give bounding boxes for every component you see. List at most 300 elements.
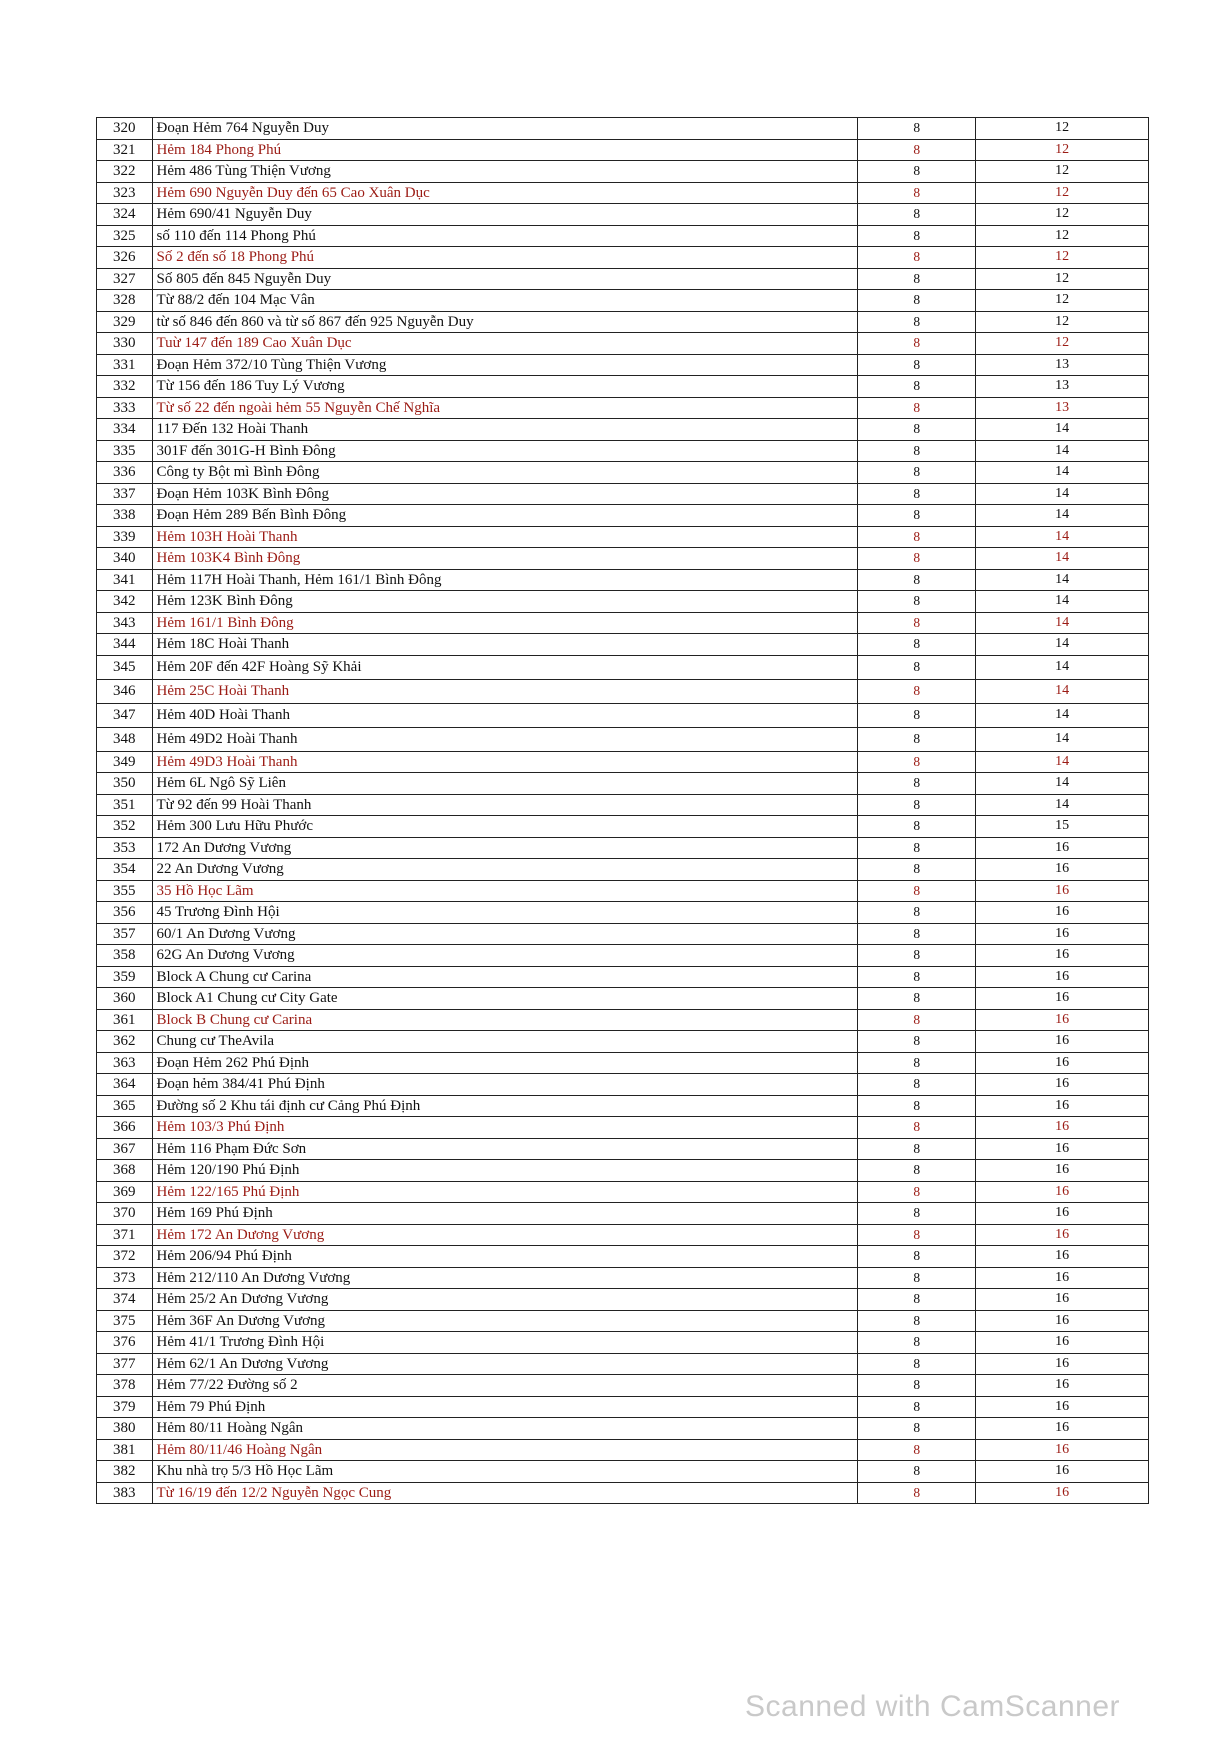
value-b-cell: 16 xyxy=(976,1461,1149,1483)
location-name-cell: 172 An Dương Vương xyxy=(152,837,858,859)
location-name-cell: 117 Đến 132 Hoài Thanh xyxy=(152,419,858,441)
row-number-cell: 370 xyxy=(97,1203,153,1225)
value-b-cell: 16 xyxy=(976,902,1149,924)
value-a-cell: 8 xyxy=(858,247,976,269)
location-name-cell: Tuừ 147 đến 189 Cao Xuân Dục xyxy=(152,333,858,355)
table-row xyxy=(97,902,1149,924)
location-name-cell: Từ 88/2 đến 104 Mạc Vân xyxy=(152,290,858,312)
value-b-cell: 14 xyxy=(976,634,1149,656)
location-name-cell: Hẻm 161/1 Bình Đông xyxy=(152,612,858,634)
value-a-cell: 8 xyxy=(858,1203,976,1225)
value-b-cell: 14 xyxy=(976,569,1149,591)
value-a-cell: 8 xyxy=(858,1267,976,1289)
row-number-cell: 330 xyxy=(97,333,153,355)
table-row xyxy=(97,376,1149,398)
value-a-cell: 8 xyxy=(858,483,976,505)
value-b-cell: 16 xyxy=(976,966,1149,988)
row-number-cell: 324 xyxy=(97,204,153,226)
value-b-cell: 14 xyxy=(976,655,1149,679)
value-a-cell: 8 xyxy=(858,311,976,333)
value-a-cell: 8 xyxy=(858,1117,976,1139)
table-row xyxy=(97,859,1149,881)
value-a-cell: 8 xyxy=(858,966,976,988)
value-a-cell: 8 xyxy=(858,988,976,1010)
value-b-cell: 12 xyxy=(976,161,1149,183)
table-row xyxy=(97,290,1149,312)
data-table-body xyxy=(97,118,1149,1504)
table-row xyxy=(97,773,1149,795)
table-row xyxy=(97,505,1149,527)
table-row xyxy=(97,204,1149,226)
value-a-cell: 8 xyxy=(858,505,976,527)
value-b-cell: 16 xyxy=(976,1009,1149,1031)
row-number-cell: 358 xyxy=(97,945,153,967)
value-b-cell: 12 xyxy=(976,290,1149,312)
location-name-cell: Hẻm 120/190 Phú Định xyxy=(152,1160,858,1182)
table-row xyxy=(97,634,1149,656)
row-number-cell: 339 xyxy=(97,526,153,548)
location-name-cell: Hẻm 49D2 Hoài Thanh xyxy=(152,727,858,751)
value-a-cell: 8 xyxy=(858,794,976,816)
table-row xyxy=(97,1439,1149,1461)
value-a-cell: 8 xyxy=(858,1031,976,1053)
table-row xyxy=(97,945,1149,967)
value-a-cell: 8 xyxy=(858,204,976,226)
table-row xyxy=(97,1310,1149,1332)
row-number-cell: 366 xyxy=(97,1117,153,1139)
table-row xyxy=(97,1052,1149,1074)
value-b-cell: 16 xyxy=(976,1418,1149,1440)
value-a-cell: 8 xyxy=(858,1181,976,1203)
location-name-cell: 45 Trương Đình Hội xyxy=(152,902,858,924)
value-a-cell: 8 xyxy=(858,290,976,312)
table-row xyxy=(97,1181,1149,1203)
value-a-cell: 8 xyxy=(858,161,976,183)
location-name-cell: Hẻm 690/41 Nguyễn Duy xyxy=(152,204,858,226)
location-name-cell: Hẻm 117H Hoài Thanh, Hẻm 161/1 Bình Đông xyxy=(152,569,858,591)
value-b-cell: 16 xyxy=(976,1203,1149,1225)
row-number-cell: 343 xyxy=(97,612,153,634)
value-b-cell: 12 xyxy=(976,333,1149,355)
row-number-cell: 345 xyxy=(97,655,153,679)
location-name-cell: Số 805 đến 845 Nguyễn Duy xyxy=(152,268,858,290)
value-a-cell: 8 xyxy=(858,1461,976,1483)
row-number-cell: 323 xyxy=(97,182,153,204)
table-row xyxy=(97,1160,1149,1182)
value-a-cell: 8 xyxy=(858,1353,976,1375)
value-a-cell: 8 xyxy=(858,1310,976,1332)
value-a-cell: 8 xyxy=(858,1396,976,1418)
table-row xyxy=(97,333,1149,355)
row-number-cell: 325 xyxy=(97,225,153,247)
value-b-cell: 16 xyxy=(976,1181,1149,1203)
location-name-cell: Hẻm 169 Phú Định xyxy=(152,1203,858,1225)
value-a-cell: 8 xyxy=(858,1095,976,1117)
table-row xyxy=(97,1461,1149,1483)
row-number-cell: 333 xyxy=(97,397,153,419)
value-a-cell: 8 xyxy=(858,679,976,703)
value-a-cell: 8 xyxy=(858,569,976,591)
row-number-cell: 321 xyxy=(97,139,153,161)
value-a-cell: 8 xyxy=(858,703,976,727)
location-name-cell: Hẻm 122/165 Phú Định xyxy=(152,1181,858,1203)
value-b-cell: 16 xyxy=(976,1117,1149,1139)
location-name-cell: Từ 16/19 đến 12/2 Nguyễn Ngọc Cung xyxy=(152,1482,858,1504)
value-a-cell: 8 xyxy=(858,591,976,613)
table-row xyxy=(97,526,1149,548)
table-row xyxy=(97,182,1149,204)
row-number-cell: 383 xyxy=(97,1482,153,1504)
row-number-cell: 350 xyxy=(97,773,153,795)
value-b-cell: 16 xyxy=(976,1482,1149,1504)
value-b-cell: 14 xyxy=(976,440,1149,462)
row-number-cell: 377 xyxy=(97,1353,153,1375)
value-a-cell: 8 xyxy=(858,1375,976,1397)
row-number-cell: 365 xyxy=(97,1095,153,1117)
location-name-cell: Hẻm 62/1 An Dương Vương xyxy=(152,1353,858,1375)
value-b-cell: 14 xyxy=(976,703,1149,727)
row-number-cell: 353 xyxy=(97,837,153,859)
value-b-cell: 16 xyxy=(976,1246,1149,1268)
row-number-cell: 367 xyxy=(97,1138,153,1160)
value-b-cell: 16 xyxy=(976,859,1149,881)
value-a-cell: 8 xyxy=(858,1482,976,1504)
location-name-cell: Block B Chung cư Carina xyxy=(152,1009,858,1031)
value-b-cell: 14 xyxy=(976,548,1149,570)
value-a-cell: 8 xyxy=(858,1160,976,1182)
row-number-cell: 374 xyxy=(97,1289,153,1311)
table-row xyxy=(97,591,1149,613)
location-name-cell: Hẻm 486 Tùng Thiện Vương xyxy=(152,161,858,183)
value-a-cell: 8 xyxy=(858,354,976,376)
row-number-cell: 320 xyxy=(97,118,153,140)
value-b-cell: 14 xyxy=(976,612,1149,634)
row-number-cell: 360 xyxy=(97,988,153,1010)
table-row xyxy=(97,1074,1149,1096)
table-row xyxy=(97,988,1149,1010)
table-row xyxy=(97,1267,1149,1289)
value-b-cell: 13 xyxy=(976,354,1149,376)
row-number-cell: 363 xyxy=(97,1052,153,1074)
location-name-cell: Đoạn Hẻm 764 Nguyễn Duy xyxy=(152,118,858,140)
value-a-cell: 8 xyxy=(858,1439,976,1461)
value-b-cell: 16 xyxy=(976,1289,1149,1311)
row-number-cell: 357 xyxy=(97,923,153,945)
table-row xyxy=(97,440,1149,462)
value-a-cell: 8 xyxy=(858,751,976,773)
value-b-cell: 16 xyxy=(976,1095,1149,1117)
row-number-cell: 361 xyxy=(97,1009,153,1031)
row-number-cell: 340 xyxy=(97,548,153,570)
row-number-cell: 341 xyxy=(97,569,153,591)
table-row xyxy=(97,679,1149,703)
location-name-cell: Chung cư TheAvila xyxy=(152,1031,858,1053)
location-name-cell: Block A Chung cư Carina xyxy=(152,966,858,988)
location-name-cell: Từ 156 đến 186 Tuy Lý Vương xyxy=(152,376,858,398)
row-number-cell: 352 xyxy=(97,816,153,838)
value-a-cell: 8 xyxy=(858,376,976,398)
location-name-cell: Khu nhà trọ 5/3 Hồ Học Lãm xyxy=(152,1461,858,1483)
value-a-cell: 8 xyxy=(858,419,976,441)
value-b-cell: 15 xyxy=(976,816,1149,838)
row-number-cell: 332 xyxy=(97,376,153,398)
value-b-cell: 12 xyxy=(976,247,1149,269)
location-name-cell: Hẻm 20F đến 42F Hoàng Sỹ Khải xyxy=(152,655,858,679)
location-name-cell: 22 An Dương Vương xyxy=(152,859,858,881)
location-name-cell: Đoạn Hẻm 262 Phú Định xyxy=(152,1052,858,1074)
location-name-cell: Số 2 đến số 18 Phong Phú xyxy=(152,247,858,269)
table-row xyxy=(97,1332,1149,1354)
location-name-cell: 62G An Dương Vương xyxy=(152,945,858,967)
row-number-cell: 356 xyxy=(97,902,153,924)
table-row xyxy=(97,612,1149,634)
location-name-cell: Hẻm 25/2 An Dương Vương xyxy=(152,1289,858,1311)
table-row xyxy=(97,816,1149,838)
value-b-cell: 16 xyxy=(976,1267,1149,1289)
table-row xyxy=(97,1203,1149,1225)
location-name-cell: Hẻm 212/110 An Dương Vương xyxy=(152,1267,858,1289)
value-b-cell: 16 xyxy=(976,880,1149,902)
table-row xyxy=(97,751,1149,773)
table-row xyxy=(97,1418,1149,1440)
row-number-cell: 337 xyxy=(97,483,153,505)
table-row xyxy=(97,1396,1149,1418)
row-number-cell: 368 xyxy=(97,1160,153,1182)
row-number-cell: 328 xyxy=(97,290,153,312)
table-row xyxy=(97,1289,1149,1311)
row-number-cell: 364 xyxy=(97,1074,153,1096)
row-number-cell: 380 xyxy=(97,1418,153,1440)
value-a-cell: 8 xyxy=(858,268,976,290)
value-b-cell: 16 xyxy=(976,988,1149,1010)
table-row xyxy=(97,268,1149,290)
value-a-cell: 8 xyxy=(858,1246,976,1268)
location-name-cell: Hẻm 49D3 Hoài Thanh xyxy=(152,751,858,773)
row-number-cell: 342 xyxy=(97,591,153,613)
value-b-cell: 13 xyxy=(976,376,1149,398)
value-a-cell: 8 xyxy=(858,440,976,462)
value-a-cell: 8 xyxy=(858,139,976,161)
value-b-cell: 12 xyxy=(976,225,1149,247)
row-number-cell: 346 xyxy=(97,679,153,703)
location-name-cell: Hẻm 300 Lưu Hữu Phước xyxy=(152,816,858,838)
value-b-cell: 16 xyxy=(976,1052,1149,1074)
row-number-cell: 373 xyxy=(97,1267,153,1289)
row-number-cell: 355 xyxy=(97,880,153,902)
location-name-cell: Đoạn Hẻm 372/10 Tùng Thiện Vương xyxy=(152,354,858,376)
value-a-cell: 8 xyxy=(858,548,976,570)
location-name-cell: Hẻm 123K Bình Đông xyxy=(152,591,858,613)
location-name-cell: Đoạn Hẻm 103K Bình Đông xyxy=(152,483,858,505)
value-b-cell: 16 xyxy=(976,1332,1149,1354)
table-row xyxy=(97,1095,1149,1117)
value-a-cell: 8 xyxy=(858,880,976,902)
location-name-cell: Hẻm 103/3 Phú Định xyxy=(152,1117,858,1139)
location-name-cell: Hẻm 103H Hoài Thanh xyxy=(152,526,858,548)
value-a-cell: 8 xyxy=(858,397,976,419)
table-row xyxy=(97,569,1149,591)
table-row xyxy=(97,966,1149,988)
location-name-cell: Hẻm 690 Nguyễn Duy đến 65 Cao Xuân Dục xyxy=(152,182,858,204)
location-name-cell: Hẻm 116 Phạm Đức Sơn xyxy=(152,1138,858,1160)
location-name-cell: Từ số 22 đến ngoài hẻm 55 Nguyễn Chế Nghĩa xyxy=(152,397,858,419)
value-b-cell: 16 xyxy=(976,1310,1149,1332)
value-b-cell: 16 xyxy=(976,923,1149,945)
value-a-cell: 8 xyxy=(858,462,976,484)
row-number-cell: 338 xyxy=(97,505,153,527)
value-b-cell: 14 xyxy=(976,591,1149,613)
value-b-cell: 12 xyxy=(976,311,1149,333)
value-a-cell: 8 xyxy=(858,773,976,795)
table-row xyxy=(97,247,1149,269)
row-number-cell: 381 xyxy=(97,1439,153,1461)
value-b-cell: 16 xyxy=(976,945,1149,967)
row-number-cell: 379 xyxy=(97,1396,153,1418)
location-name-cell: Đường số 2 Khu tái định cư Cảng Phú Định xyxy=(152,1095,858,1117)
table-row xyxy=(97,1246,1149,1268)
row-number-cell: 344 xyxy=(97,634,153,656)
row-number-cell: 334 xyxy=(97,419,153,441)
value-b-cell: 16 xyxy=(976,1138,1149,1160)
value-a-cell: 8 xyxy=(858,655,976,679)
location-name-cell: Hẻm 103K4 Bình Đông xyxy=(152,548,858,570)
value-b-cell: 16 xyxy=(976,1160,1149,1182)
value-a-cell: 8 xyxy=(858,902,976,924)
table-row xyxy=(97,548,1149,570)
table-row xyxy=(97,139,1149,161)
value-a-cell: 8 xyxy=(858,727,976,751)
table-row xyxy=(97,161,1149,183)
camscanner-watermark: Scanned with CamScanner xyxy=(745,1690,1121,1723)
row-number-cell: 348 xyxy=(97,727,153,751)
table-row xyxy=(97,837,1149,859)
location-name-cell: Hẻm 80/11 Hoàng Ngân xyxy=(152,1418,858,1440)
location-name-cell: Hẻm 77/22 Đường số 2 xyxy=(152,1375,858,1397)
value-b-cell: 14 xyxy=(976,526,1149,548)
row-number-cell: 326 xyxy=(97,247,153,269)
table-row xyxy=(97,1224,1149,1246)
row-number-cell: 329 xyxy=(97,311,153,333)
table-row xyxy=(97,1009,1149,1031)
row-number-cell: 372 xyxy=(97,1246,153,1268)
table-row xyxy=(97,727,1149,751)
row-number-cell: 376 xyxy=(97,1332,153,1354)
location-name-cell: Block A1 Chung cư City Gate xyxy=(152,988,858,1010)
value-a-cell: 8 xyxy=(858,333,976,355)
table-row xyxy=(97,462,1149,484)
row-number-cell: 335 xyxy=(97,440,153,462)
value-a-cell: 8 xyxy=(858,182,976,204)
table-row xyxy=(97,354,1149,376)
location-name-cell: Hẻm 18C Hoài Thanh xyxy=(152,634,858,656)
row-number-cell: 347 xyxy=(97,703,153,727)
location-name-cell: Đoạn hẻm 384/41 Phú Định xyxy=(152,1074,858,1096)
value-b-cell: 14 xyxy=(976,483,1149,505)
row-number-cell: 362 xyxy=(97,1031,153,1053)
table-row xyxy=(97,703,1149,727)
table-row xyxy=(97,397,1149,419)
location-name-cell: Công ty Bột mì Bình Đông xyxy=(152,462,858,484)
value-a-cell: 8 xyxy=(858,1332,976,1354)
row-number-cell: 371 xyxy=(97,1224,153,1246)
table-row xyxy=(97,1117,1149,1139)
row-number-cell: 336 xyxy=(97,462,153,484)
row-number-cell: 322 xyxy=(97,161,153,183)
row-number-cell: 354 xyxy=(97,859,153,881)
value-b-cell: 14 xyxy=(976,462,1149,484)
location-name-cell: Hẻm 184 Phong Phú xyxy=(152,139,858,161)
location-name-cell: 35 Hồ Học Lãm xyxy=(152,880,858,902)
location-name-cell: Hẻm 79 Phú Định xyxy=(152,1396,858,1418)
row-number-cell: 369 xyxy=(97,1181,153,1203)
row-number-cell: 382 xyxy=(97,1461,153,1483)
value-b-cell: 16 xyxy=(976,1353,1149,1375)
value-b-cell: 12 xyxy=(976,204,1149,226)
value-a-cell: 8 xyxy=(858,1418,976,1440)
value-a-cell: 8 xyxy=(858,1009,976,1031)
table-row xyxy=(97,655,1149,679)
data-table xyxy=(96,117,1149,1504)
value-b-cell: 14 xyxy=(976,751,1149,773)
value-a-cell: 8 xyxy=(858,837,976,859)
table-row xyxy=(97,225,1149,247)
value-b-cell: 14 xyxy=(976,773,1149,795)
location-name-cell: Hẻm 80/11/46 Hoàng Ngân xyxy=(152,1439,858,1461)
row-number-cell: 327 xyxy=(97,268,153,290)
row-number-cell: 351 xyxy=(97,794,153,816)
value-b-cell: 16 xyxy=(976,1224,1149,1246)
value-b-cell: 12 xyxy=(976,182,1149,204)
location-name-cell: số 110 đến 114 Phong Phú xyxy=(152,225,858,247)
value-b-cell: 13 xyxy=(976,397,1149,419)
value-a-cell: 8 xyxy=(858,923,976,945)
row-number-cell: 375 xyxy=(97,1310,153,1332)
location-name-cell: Hẻm 40D Hoài Thanh xyxy=(152,703,858,727)
row-number-cell: 349 xyxy=(97,751,153,773)
table-row xyxy=(97,923,1149,945)
location-name-cell: Hẻm 6L Ngô Sỹ Liên xyxy=(152,773,858,795)
location-name-cell: Đoạn Hẻm 289 Bến Bình Đông xyxy=(152,505,858,527)
table-row xyxy=(97,794,1149,816)
row-number-cell: 378 xyxy=(97,1375,153,1397)
value-b-cell: 12 xyxy=(976,139,1149,161)
location-name-cell: Hẻm 172 An Dương Vương xyxy=(152,1224,858,1246)
table-row xyxy=(97,483,1149,505)
value-a-cell: 8 xyxy=(858,526,976,548)
location-name-cell: Hẻm 36F An Dương Vương xyxy=(152,1310,858,1332)
location-name-cell: Hẻm 206/94 Phú Định xyxy=(152,1246,858,1268)
value-a-cell: 8 xyxy=(858,945,976,967)
value-b-cell: 12 xyxy=(976,268,1149,290)
value-a-cell: 8 xyxy=(858,1052,976,1074)
value-b-cell: 14 xyxy=(976,727,1149,751)
table-row xyxy=(97,311,1149,333)
value-a-cell: 8 xyxy=(858,118,976,140)
value-b-cell: 16 xyxy=(976,1439,1149,1461)
location-name-cell: 301F đến 301G-H Bình Đông xyxy=(152,440,858,462)
table-row xyxy=(97,1031,1149,1053)
value-a-cell: 8 xyxy=(858,634,976,656)
value-b-cell: 14 xyxy=(976,505,1149,527)
table-row xyxy=(97,1353,1149,1375)
value-a-cell: 8 xyxy=(858,1289,976,1311)
value-a-cell: 8 xyxy=(858,1224,976,1246)
row-number-cell: 359 xyxy=(97,966,153,988)
value-b-cell: 16 xyxy=(976,1074,1149,1096)
value-a-cell: 8 xyxy=(858,859,976,881)
value-a-cell: 8 xyxy=(858,225,976,247)
value-a-cell: 8 xyxy=(858,1138,976,1160)
